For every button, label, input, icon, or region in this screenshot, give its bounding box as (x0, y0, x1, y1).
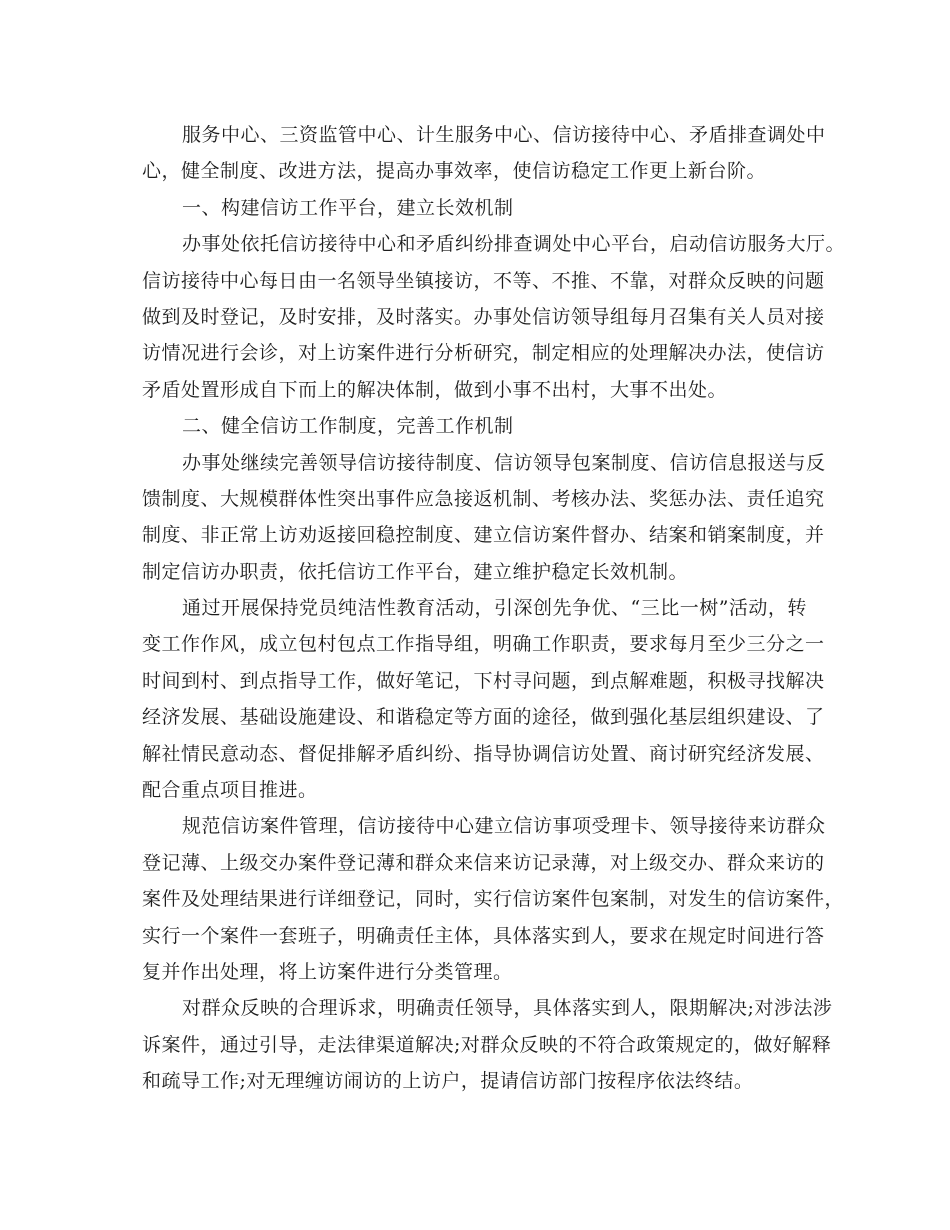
body-line: 访情况进行会诊，对上访案件进行分析研究，制定相应的处理解决办法，使信访 (142, 342, 825, 365)
body-line: 配合重点项目推进。 (142, 779, 318, 802)
section-heading: 二、健全信访工作制度，完善工作机制 (182, 415, 514, 438)
body-line: 做到及时登记，及时安排，及时落实。办事处信访领导组每月召集有关人员对接 (142, 305, 825, 328)
body-line: 信访接待中心每日由一名领导坐镇接访，不等、不推、不靠，对群众反映的问题 (142, 269, 825, 292)
body-line: 馈制度、大规模群体性突出事件应急接返机制、考核办法、奖惩办法、责任追究 (142, 487, 825, 510)
body-line: 变工作作风，成立包村包点工作指导组，明确工作职责，要求每月至少三分之一 (142, 633, 825, 656)
body-line: 矛盾处置形成自下而上的解决体制，做到小事不出村，大事不出处。 (142, 378, 728, 401)
body-line: 制度、非正常上访劝返接回稳控制度、建立信访案件督办、结案和销案制度，并 (142, 524, 825, 547)
section-heading: 一、构建信访工作平台，建立长效机制 (182, 196, 514, 219)
body-line: 经济发展、基础设施建设、和谐稳定等方面的途径，做到强化基层组织建设、了 (142, 706, 825, 729)
body-line: 登记薄、上级交办案件登记薄和群众来信来访记录薄，对上级交办、群众来访的 (142, 851, 825, 874)
body-line: 规范信访案件管理，信访接待中心建立信访事项受理卡、领导接待来访群众 (182, 815, 826, 838)
body-line: 案件及处理结果进行详细登记，同时，实行信访案件包案制，对发生的信访案件， (142, 888, 845, 911)
body-line: 对群众反映的合理诉求，明确责任领导，具体落实到人，限期解决;对涉法涉 (182, 997, 833, 1020)
body-line: 实行一个案件一套班子，明确责任主体，具体落实到人，要求在规定时间进行答 (142, 924, 825, 947)
document-body (142, 117, 846, 1100)
body-line: 通过开展保持党员纯洁性教育活动，引深创先争优、“三比一树”活动，转 (182, 597, 807, 620)
body-line: 服务中心、三资监管中心、计生服务中心、信访接待中心、矛盾排查调处中 (182, 124, 826, 146)
body-line: 复并作出处理，将上访案件进行分类管理。 (142, 960, 513, 983)
body-line: 诉案件，通过引导，走法律渠道解决;对群众反映的不符合政策规定的，做好解释 (142, 1033, 832, 1056)
body-line: 心，健全制度、改进方法，提高办事效率，使信访稳定工作更上新台阶。 (142, 160, 767, 183)
body-line: 办事处继续完善领导信访接待制度、信访领导包案制度、信访信息报送与反 (182, 451, 826, 474)
body-line: 办事处依托信访接待中心和矛盾纠纷排查调处中心平台，启动信访服务大厅。 (182, 233, 846, 256)
body-line: 制定信访办职责，依托信访工作平台，建立维护稳定长效机制。 (142, 560, 689, 583)
body-line: 和疏导工作;对无理缠访闹访的上访户，提请信访部门按程序依法终结。 (142, 1070, 754, 1093)
body-line: 时间到村、到点指导工作，做好笔记，下村寻问题，到点解难题，积极寻找解决 (142, 669, 825, 692)
body-line: 解社情民意动态、督促排解矛盾纠纷、指导协调信访处置、商讨研究经济发展、 (142, 742, 825, 765)
